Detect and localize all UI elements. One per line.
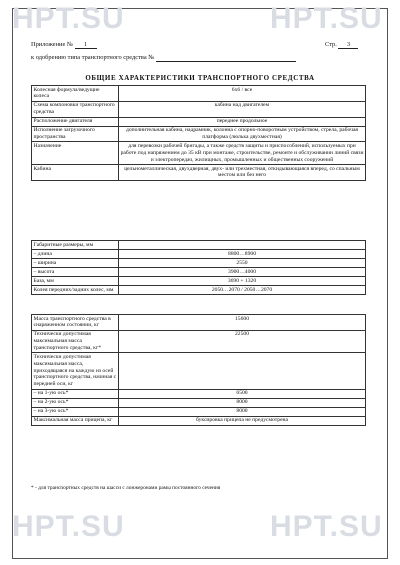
- table-row: [32, 416, 366, 425]
- general-table: [31, 85, 366, 181]
- row-label: Колесная формула/ведущие колеса: [32, 86, 119, 102]
- approval-number-blank: [156, 54, 296, 62]
- row-value: 2050…2070 / 2050…2070: [119, 286, 366, 295]
- row-value: 6x6 / все: [119, 86, 366, 102]
- watermark: HPT.SU: [270, 510, 383, 543]
- row-value: дополнительная кабина, надрамник, колонна с опорно-поворотным устройством, стрела, рабочая платформа (люлька двухместная): [119, 126, 366, 142]
- row-label: Технически допустимая максимальная масса транспортного средства, кг*: [32, 330, 119, 353]
- table-row: [32, 101, 366, 117]
- table-row: [32, 165, 366, 181]
- table-row: [32, 277, 366, 286]
- row-value: цельнометаллическая, двухдверная, двух- или трехместная, откидывающаяся вперед, со спальным местом или без него: [119, 165, 366, 181]
- row-value: 2550: [119, 259, 366, 268]
- row-value: 3690 + 1320: [119, 277, 366, 286]
- table-row: [32, 315, 366, 331]
- footnote: * - для транспортных средств на шасси с лонжеронами рамы постоянного сечения: [31, 485, 221, 491]
- row-label: Схема компоновки транспортного средства: [32, 101, 119, 117]
- row-label: Расположение двигателя: [32, 117, 119, 126]
- row-label: Масса транспортного средства в снаряженном состоянии, кг: [32, 315, 119, 331]
- table-row: [32, 330, 366, 353]
- row-value: 8000: [119, 407, 366, 416]
- row-label: – ширина: [32, 259, 119, 268]
- row-label: Колея передних/задних колес, мм: [32, 286, 119, 295]
- row-label: – высота: [32, 268, 119, 277]
- row-label: База, мм: [32, 277, 119, 286]
- page-label: Стр.: [325, 41, 337, 48]
- page-title: ОБЩИЕ ХАРАКТЕРИСТИКИ ТРАНСПОРТНОГО СРЕДСТВА: [85, 74, 315, 82]
- row-value: для перевозки рабочей бригады, а также средств защиты и приспособлений, используемых при работе под напряжением до 35 кВ при монтаже, строительстве, ремонте и обслуживании линий связи и электропередач, жилищных, промышленных и общественных сооружений: [119, 142, 366, 165]
- table-row: [32, 241, 366, 250]
- appendix-line: [31, 41, 97, 49]
- row-value: 6500: [119, 389, 366, 398]
- row-label: Технически допустимая максимальная масса, приходящаяся на каждую из осей транспортного средства, начиная с передней оси, кг: [32, 353, 119, 389]
- row-value: 15600: [119, 315, 366, 331]
- watermark: HPT.SU: [270, 2, 383, 35]
- table-row: [32, 407, 366, 416]
- row-label: – длина: [32, 250, 119, 259]
- appendix-number: 1: [75, 41, 97, 49]
- row-value: 8000: [119, 398, 366, 407]
- table-row: [32, 353, 366, 389]
- table-row: [32, 286, 366, 295]
- table-row: [32, 86, 366, 102]
- appendix-label: Приложение №: [31, 41, 73, 48]
- mass-table: [31, 314, 366, 426]
- table-row: [32, 117, 366, 126]
- approval-text: к одобрению типа транспортного средства №: [31, 54, 155, 61]
- row-label: Кабина: [32, 165, 119, 181]
- row-label: – на 1-ую ось*: [32, 389, 119, 398]
- row-value: 3900…4000: [119, 268, 366, 277]
- row-label: Исполнение загрузочного пространства: [32, 126, 119, 142]
- page-number-line: [325, 41, 358, 49]
- row-value: переднее продольное: [119, 117, 366, 126]
- row-label: – на 3-ую ось*: [32, 407, 119, 416]
- watermark: HPT.SU: [12, 2, 125, 35]
- dimensions-table: [31, 240, 366, 295]
- table-row: [32, 142, 366, 165]
- row-value: 8800…8900: [119, 250, 366, 259]
- table-row: [32, 268, 366, 277]
- row-value: кабина над двигателем: [119, 101, 366, 117]
- table-row: [32, 259, 366, 268]
- row-label: Габаритные размеры, мм: [32, 241, 119, 250]
- table-row: [32, 389, 366, 398]
- row-value: 22500: [119, 330, 366, 353]
- row-label: Назначение: [32, 142, 119, 165]
- row-label: – на 2-ую ось*: [32, 398, 119, 407]
- row-value: буксировка прицепа не предусмотрена: [119, 416, 366, 425]
- watermark: HPT.SU: [12, 510, 125, 543]
- table-row: [32, 398, 366, 407]
- approval-line: [31, 54, 296, 62]
- page-number: 3: [338, 41, 358, 49]
- table-row: [32, 126, 366, 142]
- table-row: [32, 250, 366, 259]
- row-label: Максимальная масса прицепа, кг: [32, 416, 119, 425]
